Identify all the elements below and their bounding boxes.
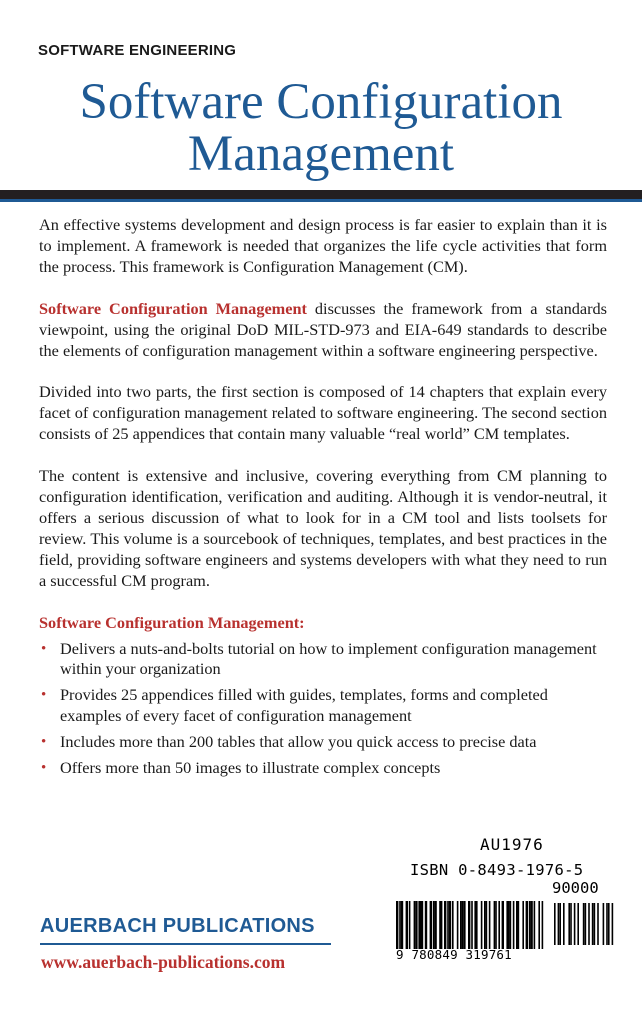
isbn-barcode-block xyxy=(396,835,616,965)
bullet-icon: • xyxy=(41,687,47,704)
publisher-rule xyxy=(40,943,331,945)
description-paragraph-4: The content is extensive and inclusive, covering everything from CM planning to configuration identification, verification and auditing. Although it is vendor-neutral, it offers a serious discussion of what to look for in a CM tool and lists toolsets for review. This volume is a sourcebook of techniques, templates, and best practices in the field, providing software engineers and systems developers with what they need to run a successful CM program. xyxy=(39,466,607,590)
list-item xyxy=(39,758,607,779)
description-body xyxy=(39,215,607,784)
description-paragraph-1: An effective systems development and design process is far easier to explain than it is to implement. A framework is needed that organizes the life cycle activities that form the process. This framework is Configuration Management (CM). xyxy=(39,215,607,276)
header-rule-blue xyxy=(0,199,642,202)
list-item-text: Provides 25 appendices filled with guides, templates, forms and completed examples of every facet of configuration management xyxy=(60,685,548,726)
book-title-line-1: Software Configuration xyxy=(79,74,563,130)
list-item-text: Delivers a nuts-and-bolts tutorial on how to implement configuration management within your organization xyxy=(60,638,597,679)
list-item xyxy=(39,639,607,681)
description-paragraph-2-text: discusses the framework from a standards viewpoint, using the original DoD MIL-STD-973 and EIA-649 standards to describe the elements of configuration management within a software engineering perspective. xyxy=(39,298,607,360)
features-list xyxy=(39,639,607,779)
features-heading: Software Configuration Management: xyxy=(39,612,305,632)
description-paragraph-2 xyxy=(39,299,607,362)
description-paragraph-3: Divided into two parts, the first section is composed of 14 chapters that explain every facet of configuration management related to software engineering. The second section consists of 25 appendices that contain many valuable “real world” CM templates. xyxy=(39,382,607,444)
bullet-icon: • xyxy=(41,640,47,657)
isbn-number: ISBN 0-8493-1976-5 xyxy=(410,861,584,879)
ean-digits: 9 780849 319761 xyxy=(396,947,512,962)
price-code: 90000 xyxy=(552,879,599,897)
barcode-icon xyxy=(396,901,618,949)
publisher-name: AUERBACH PUBLICATIONS xyxy=(40,915,315,937)
catalog-code: AU1976 xyxy=(480,835,544,854)
book-title xyxy=(0,76,642,180)
header-rule-black xyxy=(0,190,642,199)
list-item-text: Includes more than 200 tables that allow you quick access to precise data xyxy=(60,732,537,752)
bullet-icon: • xyxy=(41,760,47,777)
list-item xyxy=(39,685,607,727)
series-label: SOFTWARE ENGINEERING xyxy=(38,42,237,59)
publisher-url: www.auerbach-publications.com xyxy=(41,952,286,972)
book-title-highlight: Software Configuration Management xyxy=(39,298,307,318)
book-title-line-2: Management xyxy=(187,126,455,182)
bullet-icon: • xyxy=(41,734,47,751)
list-item-text: Offers more than 50 images to illustrate complex concepts xyxy=(60,758,441,778)
list-item xyxy=(39,732,607,753)
